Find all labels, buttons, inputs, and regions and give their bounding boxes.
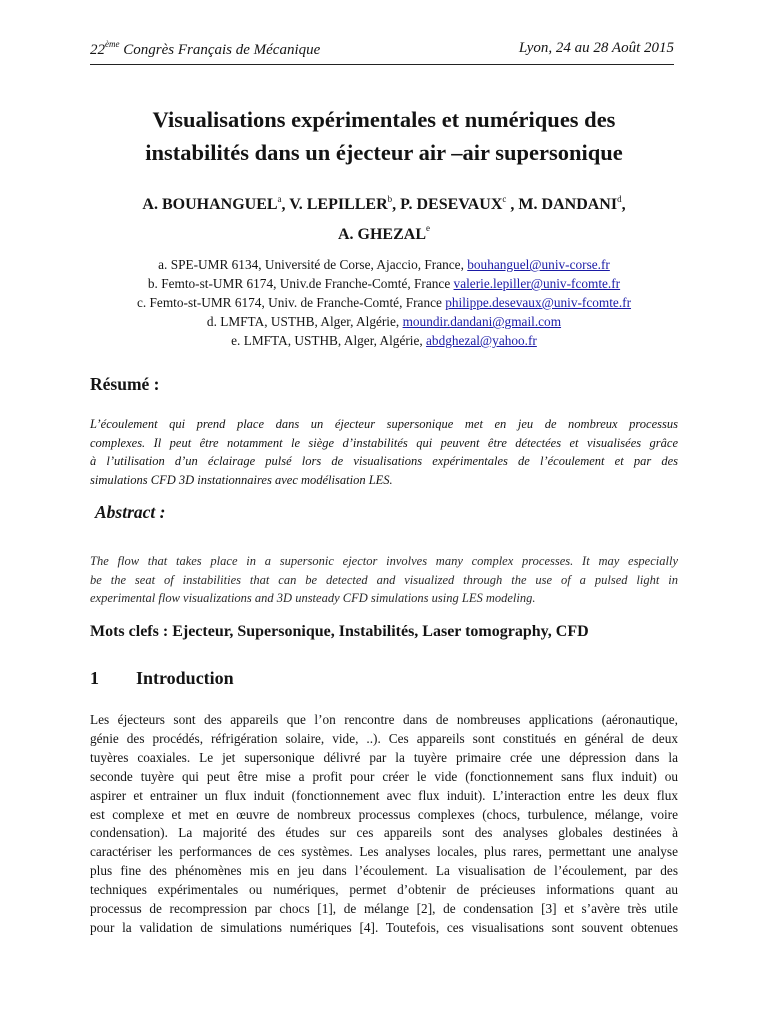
- title-line: instabilités dans un éjecteur air –air supersonique: [145, 140, 623, 165]
- body-line: est complexe et met en œuvre de nombreux processus complexes (chocs, turbulence, mélange, voire: [90, 806, 678, 822]
- abstract-line: be the seat of instabilities that can be detected and visualized through the use of a pulsed light in: [90, 572, 678, 587]
- body-line: tuyères coaxiales. Le jet supersonique délivré par la tuyère primaire crée une dépression dans la: [90, 749, 678, 765]
- author: V. LEPILLER$^b$: [289, 194, 393, 214]
- abstract-line: experimental flow visualizations and 3D unsteady CFD simulations using LES modeling.: [90, 591, 536, 606]
- paper-title: [60, 103, 708, 169]
- email-link[interactable]: philippe.desevaux@univ-fcomte.fr: [445, 295, 632, 310]
- author: A. GHEZAL$^e$: [337, 223, 430, 243]
- conference-name: 22ème Congrès Français de Mécanique: [90, 39, 321, 58]
- section-number: 1: [90, 668, 99, 688]
- body-line: aspirer et entrainer un flux induit (fonctionnement avec flux induit). L’interaction entre les deux flux: [90, 787, 678, 803]
- conference-location: Lyon, 24 au 28 Août 2015: [518, 40, 674, 56]
- body-line: pour la validation de simulations numériques [4]. Toutefois, ces visualisations sont souvent obtenues: [90, 919, 678, 935]
- affiliations: [60, 255, 708, 350]
- resume-heading: Résumé :: [90, 374, 160, 394]
- running-header: [90, 40, 674, 62]
- email-link[interactable]: moundir.dandani@gmail.com: [402, 314, 562, 329]
- resume-line: à l’utilisation d’un éclairage pulsé lors de visualisations expérimentales de l’écoulement et par des: [90, 454, 678, 469]
- title-line: Visualisations expérimentales et numériques des: [152, 107, 616, 132]
- affiliation-line: b. Femto-st-UMR 6174, Univ.de Franche-Comté, France valerie.lepiller@univ-fcomte.fr: [147, 276, 621, 291]
- body-line: condensation). La majorité des études sur ces appareils sont des analyses globales destinées à: [90, 825, 678, 841]
- author-line: [60, 217, 708, 246]
- resume-line: complexes. Il peut être notamment le siège d’instabilités qui peuvent être détectées et visualisées grâce: [90, 435, 678, 450]
- affiliation-line: e. LMFTA, USTHB, Alger, Algérie, abdghezal@yahoo.fr: [231, 333, 537, 348]
- keywords: Mots clefs : Ejecteur, Supersonique, Instabilités, Laser tomography, CFD: [90, 623, 589, 640]
- author: M. DANDANI$^d$: [518, 194, 622, 214]
- email-link[interactable]: valerie.lepiller@univ-fcomte.fr: [453, 276, 621, 291]
- resume-text: [90, 415, 678, 490]
- body-line: processus de recompression par chocs [1], de mélange [2], de condensation [3] et s’avère très utile: [90, 901, 678, 917]
- author: A. BOUHANGUEL$^a$: [142, 194, 282, 214]
- introduction-text: [90, 711, 678, 938]
- abstract-line: The flow that takes place in a supersonic ejector involves many complex processes. It may especially: [90, 554, 678, 568]
- author: P. DESEVAUX$^c$: [400, 194, 507, 214]
- body-line: techniques expérimentales ou numériques, permet d’obtenir de précieuses informations quant au: [90, 882, 678, 898]
- author-list: [60, 188, 708, 247]
- body-line: génie des procédés, réfrigération solaire, vide, ..). Ces appareils sont constitués en général de deux: [90, 730, 678, 746]
- author-line: A. BOUHANGUEL$^a$, V. LEPILLER$^b$, P. DESEVAUX$^c$ , M. DANDANI$^d$,: [142, 194, 626, 214]
- body-line: Les éjecteurs sont des appareils que l’on rencontre dans de nombreuses applications (aéronautique,: [90, 712, 678, 727]
- email-link[interactable]: bouhanguel@univ-corse.fr: [467, 257, 610, 272]
- body-line: caractériser les performances de ces systèmes. Les analyses locales, plus rares, permettant une analyse: [90, 844, 678, 860]
- section-heading-introduction: [90, 668, 234, 689]
- affiliation-line: a. SPE-UMR 6134, Université de Corse, Ajaccio, France, bouhanguel@univ-corse.fr: [158, 257, 610, 272]
- body-line: seconde tuyère qui peut être mise a profit pour créer le vide (fonctionnement sans flux induit) ou: [90, 768, 678, 784]
- resume-line: L’écoulement qui prend place dans un éjecteur supersonique met en jeu de nombreux processus: [90, 417, 678, 431]
- email-link[interactable]: abdghezal@yahoo.fr: [426, 333, 537, 348]
- affiliation-line: c. Femto-st-UMR 6174, Univ. de Franche-Comté, France philippe.desevaux@univ-fcomte.fr: [136, 295, 632, 310]
- abstract-text: [90, 552, 678, 608]
- body-line: plus fine des phénomènes mis en jeu dans l’écoulement. La visualisation de l’écoulement, par des: [90, 863, 678, 879]
- affiliation-line: d. LMFTA, USTHB, Alger, Algérie, moundir.dandani@gmail.com: [206, 314, 562, 329]
- section-title: Introduction: [136, 668, 234, 688]
- header-divider: [90, 64, 674, 65]
- abstract-heading: Abstract :: [95, 502, 166, 522]
- resume-line: simulations CFD 3D instationnaires avec modélisation LES.: [90, 473, 393, 488]
